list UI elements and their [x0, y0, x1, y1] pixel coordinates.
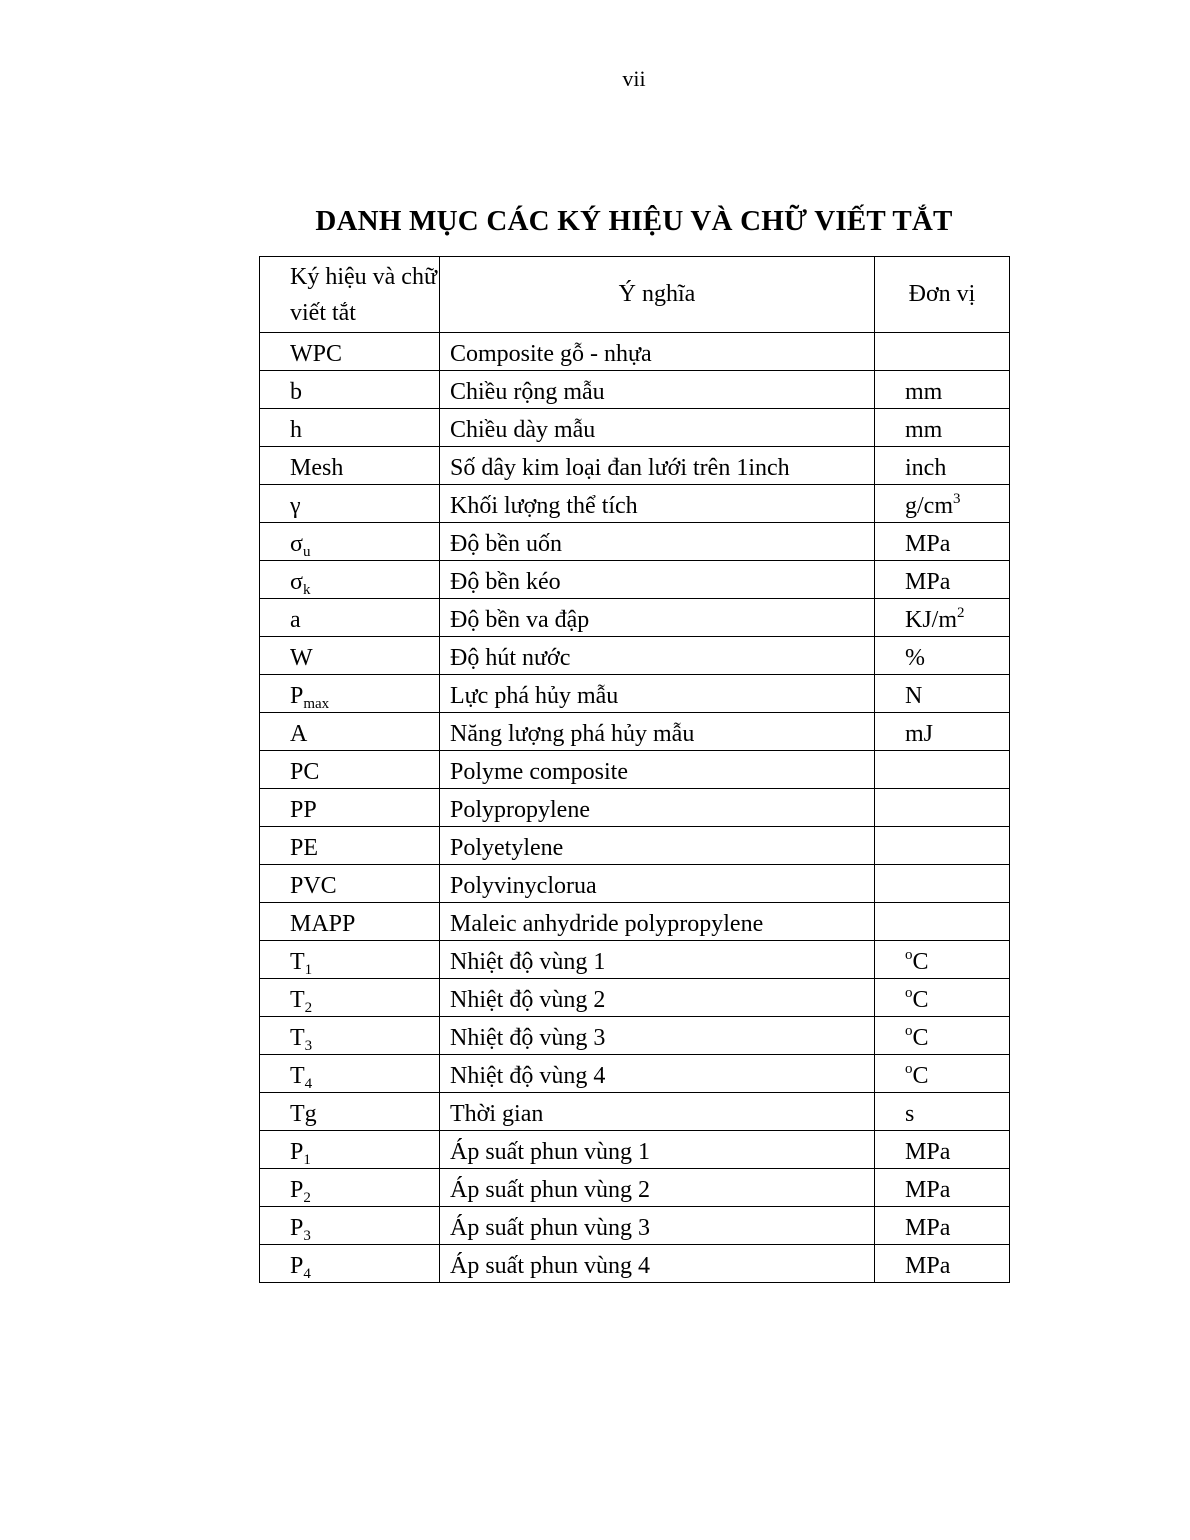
row-unit — [875, 1245, 1010, 1283]
row-unit — [875, 1207, 1010, 1245]
unit-text — [905, 949, 929, 976]
row-meaning — [440, 1207, 875, 1245]
symbol-subscript: 2 — [303, 1190, 311, 1206]
row-unit — [875, 713, 1010, 751]
unit-text — [905, 721, 933, 748]
row-meaning — [440, 941, 875, 979]
symbol-main: γ — [290, 493, 301, 519]
symbol-subscript: k — [302, 582, 311, 598]
row-unit — [875, 1169, 1010, 1207]
table-row — [260, 827, 1010, 865]
table-row — [260, 865, 1010, 903]
unit-text — [905, 987, 929, 1014]
row-symbol — [260, 637, 440, 675]
table-row — [260, 751, 1010, 789]
table-row — [260, 485, 1010, 523]
unit-text — [905, 493, 961, 520]
symbol-main: WPC — [290, 341, 343, 367]
table-row — [260, 1207, 1010, 1245]
row-unit — [875, 1055, 1010, 1093]
row-meaning — [440, 713, 875, 751]
row-meaning — [440, 447, 875, 485]
symbol-text — [290, 1025, 312, 1052]
row-unit — [875, 409, 1010, 447]
row-meaning — [440, 409, 875, 447]
row-unit — [875, 827, 1010, 865]
meaning-text: Composite gỗ - nhựa — [450, 341, 652, 367]
row-symbol — [260, 1245, 440, 1283]
unit-text — [905, 645, 925, 672]
table-row — [260, 941, 1010, 979]
symbol-text — [290, 1063, 312, 1090]
row-unit — [875, 561, 1010, 599]
row-symbol — [260, 979, 440, 1017]
symbol-text — [290, 1139, 311, 1166]
symbol-main: T — [290, 1025, 305, 1051]
symbol-main: P — [290, 1253, 304, 1279]
unit-superscript: 2 — [957, 605, 965, 621]
row-symbol — [260, 333, 440, 371]
symbol-text — [290, 493, 301, 520]
symbol-text — [290, 341, 342, 368]
symbol-main: MAPP — [290, 911, 356, 937]
table-row — [260, 409, 1010, 447]
table-row — [260, 333, 1010, 371]
unit-text — [905, 1177, 950, 1204]
row-meaning — [440, 1245, 875, 1283]
row-unit — [875, 637, 1010, 675]
meaning-text: Lực phá hủy mẫu — [450, 683, 619, 709]
unit-text — [905, 569, 950, 596]
row-symbol — [260, 1093, 440, 1131]
unit-main: MPa — [905, 531, 951, 557]
row-symbol — [260, 675, 440, 713]
table-row — [260, 675, 1010, 713]
row-unit — [875, 903, 1010, 941]
row-unit — [875, 789, 1010, 827]
symbol-main: a — [290, 607, 301, 633]
row-symbol — [260, 485, 440, 523]
symbol-main: P — [290, 1139, 304, 1165]
table-row — [260, 713, 1010, 751]
page-title: DANH MỤC CÁC KÝ HIỆU VÀ CHỮ VIẾT TẮT — [315, 205, 953, 237]
symbol-text — [290, 607, 301, 634]
symbol-text — [290, 1215, 311, 1242]
symbol-main: W — [290, 645, 313, 671]
row-symbol — [260, 371, 440, 409]
symbol-text — [290, 455, 343, 482]
symbol-text — [290, 873, 337, 900]
meaning-text: Nhiệt độ vùng 4 — [450, 1063, 606, 1089]
table-row — [260, 789, 1010, 827]
meaning-text: Độ bền uốn — [450, 531, 562, 557]
symbol-main: PVC — [290, 873, 337, 899]
table-row — [260, 1017, 1010, 1055]
symbol-main: A — [290, 721, 308, 747]
row-symbol — [260, 1055, 440, 1093]
row-unit — [875, 371, 1010, 409]
unit-text — [905, 1215, 950, 1242]
row-unit — [875, 447, 1010, 485]
unit-main: mJ — [905, 721, 934, 747]
unit-main: MPa — [905, 1215, 951, 1241]
symbol-text — [290, 1101, 317, 1128]
unit-text — [905, 683, 922, 710]
symbol-main: PP — [290, 797, 317, 823]
meaning-text: Thời gian — [450, 1101, 544, 1127]
row-symbol — [260, 409, 440, 447]
meaning-text: Áp suất phun vùng 3 — [450, 1215, 650, 1241]
row-symbol — [260, 827, 440, 865]
row-symbol — [260, 789, 440, 827]
row-meaning — [440, 789, 875, 827]
row-symbol — [260, 447, 440, 485]
meaning-text: Polypropylene — [450, 797, 590, 823]
symbol-subscript: 2 — [304, 1000, 313, 1016]
meaning-text: Chiều dày mẫu — [450, 417, 596, 443]
symbol-subscript: 4 — [303, 1266, 311, 1282]
unit-main: mm — [905, 379, 943, 405]
symbol-subscript: 1 — [303, 1152, 311, 1168]
table-row — [260, 599, 1010, 637]
meaning-text: Maleic anhydride polypropylene — [450, 911, 764, 937]
unit-main: inch — [905, 455, 947, 481]
meaning-text: Áp suất phun vùng 2 — [450, 1177, 650, 1203]
symbol-text — [290, 1177, 311, 1204]
unit-main: % — [905, 645, 925, 671]
row-unit — [875, 1017, 1010, 1055]
row-unit — [875, 979, 1010, 1017]
unit-text — [905, 455, 946, 482]
unit-text — [905, 531, 950, 558]
row-unit — [875, 333, 1010, 371]
table-row — [260, 561, 1010, 599]
row-meaning — [440, 1131, 875, 1169]
unit-text — [905, 1101, 914, 1128]
row-symbol — [260, 599, 440, 637]
meaning-text: Polyetylene — [450, 835, 564, 861]
unit-main: MPa — [905, 1177, 951, 1203]
row-symbol — [260, 865, 440, 903]
symbol-subscript: max — [303, 696, 330, 712]
unit-degree-superscript: o — [905, 1061, 913, 1077]
unit-text — [905, 1139, 950, 1166]
symbol-main: b — [290, 379, 302, 405]
row-meaning — [440, 1055, 875, 1093]
unit-degree-superscript: o — [905, 1023, 913, 1039]
abbreviation-table — [259, 256, 1010, 1283]
unit-text — [905, 1253, 950, 1280]
symbol-text — [290, 683, 329, 710]
table-row — [260, 979, 1010, 1017]
unit-text — [905, 607, 965, 634]
row-symbol — [260, 1131, 440, 1169]
symbol-subscript: 4 — [304, 1076, 313, 1092]
page-number: vii — [622, 66, 646, 91]
table-row — [260, 371, 1010, 409]
symbol-main: PC — [290, 759, 320, 785]
table-row — [260, 447, 1010, 485]
symbol-text — [290, 1253, 311, 1280]
symbol-main: T — [290, 1063, 305, 1089]
unit-main: KJ/m — [905, 607, 958, 633]
row-meaning — [440, 827, 875, 865]
symbol-main: P — [290, 1177, 304, 1203]
row-symbol — [260, 1207, 440, 1245]
row-meaning — [440, 599, 875, 637]
unit-degree-superscript: o — [905, 985, 913, 1001]
unit-text — [905, 1025, 929, 1052]
table-row — [260, 1131, 1010, 1169]
symbol-main: Tg — [290, 1101, 317, 1127]
unit-main: MPa — [905, 1139, 951, 1165]
symbol-text — [290, 797, 317, 824]
symbol-text — [290, 721, 307, 748]
unit-text — [905, 379, 942, 406]
table-row — [260, 523, 1010, 561]
table-row — [260, 1169, 1010, 1207]
meaning-text: Nhiệt độ vùng 2 — [450, 987, 606, 1013]
meaning-text: Polyvinyclorua — [450, 873, 597, 899]
row-meaning — [440, 1169, 875, 1207]
table-row — [260, 903, 1010, 941]
unit-main: s — [905, 1101, 915, 1127]
table-row — [260, 637, 1010, 675]
row-unit — [875, 865, 1010, 903]
row-unit — [875, 485, 1010, 523]
table-row — [260, 1245, 1010, 1283]
unit-text — [905, 1063, 929, 1090]
row-unit — [875, 599, 1010, 637]
meaning-text: Năng lượng phá hủy mẫu — [450, 721, 695, 747]
symbol-text — [290, 417, 302, 444]
unit-main: C — [912, 1025, 929, 1051]
header-unit: Đơn vị — [875, 257, 1010, 333]
row-symbol — [260, 1169, 440, 1207]
symbol-main: h — [290, 417, 302, 443]
meaning-text: Khối lượng thể tích — [450, 493, 638, 519]
table-header-row — [260, 257, 1010, 333]
symbol-subscript: 3 — [303, 1228, 311, 1244]
row-symbol — [260, 1017, 440, 1055]
unit-superscript: 3 — [953, 491, 961, 507]
symbol-main: T — [290, 949, 305, 975]
unit-main: C — [912, 949, 929, 975]
meaning-text: Nhiệt độ vùng 1 — [450, 949, 606, 975]
header-meaning: Ý nghĩa — [440, 257, 875, 333]
row-symbol — [260, 903, 440, 941]
symbol-main: P — [290, 683, 304, 709]
meaning-text: Polyme composite — [450, 759, 628, 785]
row-symbol — [260, 561, 440, 599]
symbol-main: σ — [290, 531, 303, 557]
unit-main: C — [912, 987, 929, 1013]
symbol-subscript: u — [302, 544, 311, 560]
row-meaning — [440, 523, 875, 561]
meaning-text: Độ bền va đập — [450, 607, 590, 633]
row-meaning — [440, 865, 875, 903]
header-symbol: Ký hiệu và chữ viết tắt — [260, 257, 440, 333]
symbol-text — [290, 379, 302, 406]
symbol-subscript: 1 — [304, 962, 313, 978]
symbol-text — [290, 531, 310, 558]
unit-main: N — [905, 683, 923, 709]
symbol-text — [290, 949, 312, 976]
row-meaning — [440, 371, 875, 409]
unit-main: g/cm — [905, 493, 953, 519]
meaning-text: Áp suất phun vùng 1 — [450, 1139, 650, 1165]
table-row — [260, 1093, 1010, 1131]
symbol-subscript: 3 — [304, 1038, 313, 1054]
row-unit — [875, 675, 1010, 713]
unit-main: mm — [905, 417, 943, 443]
row-meaning — [440, 1017, 875, 1055]
symbol-text — [290, 987, 312, 1014]
symbol-text — [290, 835, 318, 862]
unit-main: MPa — [905, 1253, 951, 1279]
row-symbol — [260, 713, 440, 751]
row-unit — [875, 1093, 1010, 1131]
row-unit — [875, 941, 1010, 979]
symbol-main: P — [290, 1215, 304, 1241]
unit-main: MPa — [905, 569, 951, 595]
row-unit — [875, 523, 1010, 561]
symbol-text — [290, 911, 355, 938]
meaning-text: Chiều rộng mẫu — [450, 379, 605, 405]
symbol-main: T — [290, 987, 305, 1013]
symbol-main: Mesh — [290, 455, 344, 481]
symbol-text — [290, 645, 313, 672]
row-unit — [875, 751, 1010, 789]
symbol-text — [290, 759, 319, 786]
row-meaning — [440, 561, 875, 599]
table-body — [260, 333, 1010, 1283]
row-meaning — [440, 333, 875, 371]
symbol-main: σ — [290, 569, 303, 595]
row-meaning — [440, 675, 875, 713]
row-meaning — [440, 903, 875, 941]
row-symbol — [260, 941, 440, 979]
meaning-text: Độ hút nước — [450, 645, 571, 671]
row-meaning — [440, 1093, 875, 1131]
symbol-text — [290, 569, 310, 596]
meaning-text: Áp suất phun vùng 4 — [450, 1253, 650, 1279]
unit-text — [905, 417, 942, 444]
row-meaning — [440, 485, 875, 523]
row-meaning — [440, 751, 875, 789]
meaning-text: Độ bền kéo — [450, 569, 561, 595]
row-symbol — [260, 751, 440, 789]
unit-main: C — [912, 1063, 929, 1089]
row-meaning — [440, 637, 875, 675]
row-meaning — [440, 979, 875, 1017]
table-row — [260, 1055, 1010, 1093]
meaning-text: Nhiệt độ vùng 3 — [450, 1025, 606, 1051]
meaning-text: Số dây kim loại đan lưới trên 1inch — [450, 455, 790, 481]
unit-degree-superscript: o — [905, 947, 913, 963]
row-unit — [875, 1131, 1010, 1169]
row-symbol — [260, 523, 440, 561]
symbol-main: PE — [290, 835, 319, 861]
